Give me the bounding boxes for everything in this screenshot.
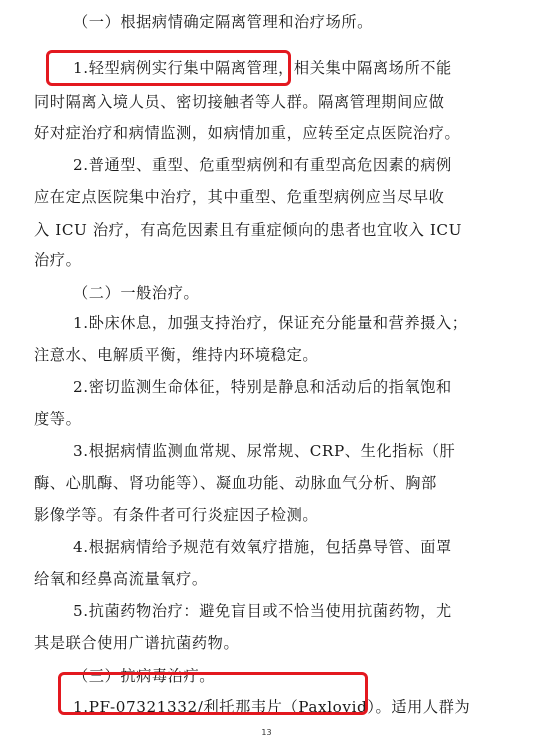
paragraph-line: 3.根据病情监测血常规、尿常规、CRP、生化指标（肝 bbox=[73, 442, 456, 460]
highlight-box-mild-cases bbox=[46, 50, 291, 86]
paragraph-line: 其是联合使用广谱抗菌药物。 bbox=[34, 634, 240, 652]
paragraph-line: 度等。 bbox=[34, 410, 82, 428]
paragraph-line: 影像学等。有条件者可行炎症因子检测。 bbox=[34, 506, 319, 524]
section-heading-2: （二）一般治疗。 bbox=[73, 284, 200, 302]
paragraph-line: 好对症治疗和病情监测，如病情加重，应转至定点医院治疗。 bbox=[34, 124, 461, 142]
paragraph-line: 注意水、电解质平衡，维持内环境稳定。 bbox=[34, 346, 319, 364]
paragraph-line: 入 ICU 治疗，有高危因素且有重症倾向的患者也宜收入 ICU bbox=[34, 221, 463, 239]
paragraph-line: 酶、心肌酶、肾功能等）、凝血功能、动脉血气分析、胸部 bbox=[34, 474, 437, 492]
paragraph-line: 治疗。 bbox=[34, 251, 82, 269]
paragraph-line: 4.根据病情给予规范有效氧疗措施，包括鼻导管、面罩 bbox=[73, 538, 452, 556]
paragraph-line: 应在定点医院集中治疗，其中重型、危重型病例应当尽早收 bbox=[34, 188, 445, 206]
highlight-box-paxlovid bbox=[58, 672, 368, 715]
paragraph-line: 2.密切监测生命体征，特别是静息和活动后的指氧饱和 bbox=[73, 378, 452, 396]
page-number: 13 bbox=[261, 728, 272, 737]
paragraph-line: 2.普通型、重型、危重型病例和有重型高危因素的病例 bbox=[73, 156, 452, 174]
paragraph-line: 1.卧床休息，加强支持治疗，保证充分能量和营养摄入； bbox=[73, 314, 468, 332]
paragraph-line: 同时隔离入境人员、密切接触者等人群。隔离管理期间应做 bbox=[34, 93, 445, 111]
paragraph-line: 5.抗菌药物治疗：避免盲目或不恰当使用抗菌药物，尤 bbox=[73, 602, 452, 620]
paragraph-line: 给氧和经鼻高流量氧疗。 bbox=[34, 570, 208, 588]
section-heading-3: （三）抗病毒治疗。 bbox=[73, 667, 216, 685]
paragraph-line: 1.轻型病例实行集中隔离管理，相关集中隔离场所不能 bbox=[73, 59, 452, 77]
paragraph-line: 1.PF-07321332/利托那韦片（Paxlovid）。适用人群为 bbox=[73, 698, 471, 716]
section-heading-1: （一）根据病情确定隔离管理和治疗场所。 bbox=[73, 13, 373, 31]
